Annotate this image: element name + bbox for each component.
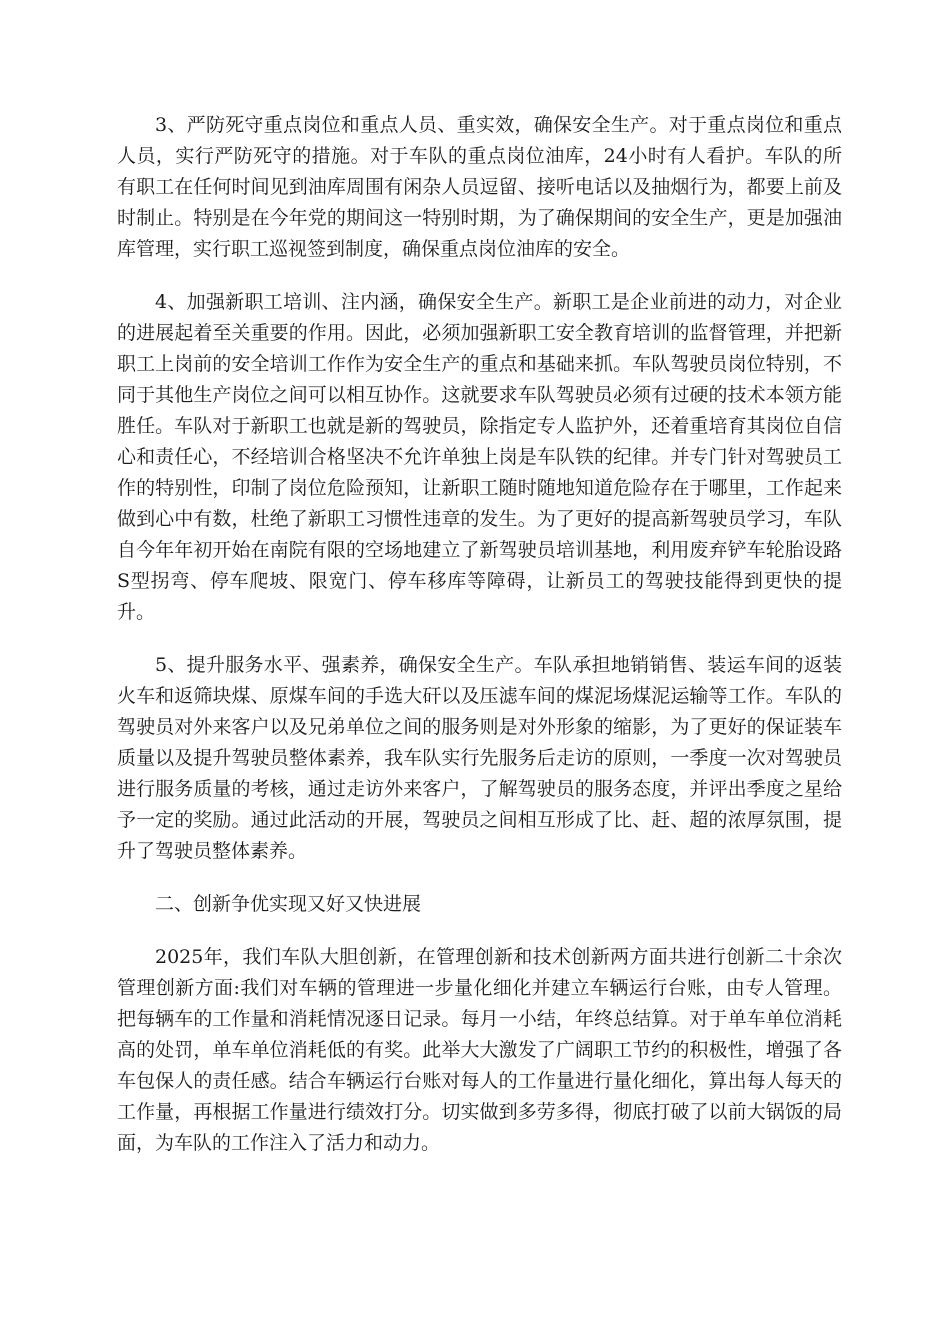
paragraph-new-staff-training: 4、加强新职工培训、注内涵，确保安全生产。新职工是企业前进的动力，对企业的进展起着至关重要的作用。因此，必须加强新职工安全教育培训的监督管理，并把新职工上岗前的安全培训工作作为安全生产的重点和基础来抓。车队驾驶员岗位特别，不同于其他生产岗位之间可以相互协作。这就要求车队驾驶员必须有过硬的技术本领方能胜任。车队对于新职工也就是新的驾驶员，除指定专人监护外，还着重培育其岗位自信心和责任心，不经培训合格坚决不允许单独上岗是车队铁的纪律。并专门针对驾驶员工作的特别性，印制了岗位危险预知，让新职工随时随地知道危险存在于哪里，工作起来做到心中有数，杜绝了新职工习惯性违章的发生。为了更好的提高新驾驶员学习，车队自今年年初开始在南院有限的空场地建立了新驾驶员培训基地，利用废弃铲车轮胎设路S型拐弯、停车爬坡、限宽门、停车移库等障碍，让新员工的驾驶技能得到更快的提升。	[117, 291, 842, 623]
paragraph-safety-key-posts: 3、严防死守重点岗位和重点人员、重实效，确保安全生产。对于重点岗位和重点人员，实行严防死守的措施。对于车队的重点岗位油库，24小时有人看护。车队的所有职工在任何时间见到油库周围有闲杂人员逗留、接听电话以及抽烟行为，都要上前及时制止。特别是在今年党的期间这一特别时期，为了确保期间的安全生产，更是加强油库管理，实行职工巡视签到制度，确保重点岗位油库的安全。	[117, 114, 842, 260]
paragraph-innovation: 2025年，我们车队大胆创新，在管理创新和技术创新两方面共进行创新二十余次管理创新方面:我们对车辆的管理进一步量化细化并建立车辆运行台账，由专人管理。把每辆车的工作量和消耗情况逐日记录。每月一小结，年终总结算。对于单车单位消耗高的处罚，单车单位消耗低的有奖。此举大大激发了广阔职工节约的积极性，增强了各车包保人的责任感。结合车辆运行台账对每人的工作量进行量化细化，算出每人每天的工作量，再根据工作量进行绩效打分。切实做到多劳多得，彻底打破了以前大锅饭的局面，为车队的工作注入了活力和动力。	[117, 946, 842, 1154]
paragraph-service-level: 5、提升服务水平、强素养，确保安全生产。车队承担地销销售、装运车间的返装火车和返筛块煤、原煤车间的手选大矸以及压滤车间的煤泥场煤泥运输等工作。车队的驾驶员对外来客户以及兄弟单位之间的服务则是对外形象的缩影，为了更好的保证装车质量以及提升驾驶员整体素养，我车队实行先服务后走访的原则，一季度一次对驾驶员进行服务质量的考核，通过走访外来客户，了解驾驶员的服务态度，并评出季度之星给予一定的奖励。通过此活动的开展，驾驶员之间相互形成了比、赶、超的浓厚氛围，提升了驾驶员整体素养。	[117, 654, 842, 862]
section-heading: 二、创新争优实现又好又快进展	[155, 893, 422, 915]
